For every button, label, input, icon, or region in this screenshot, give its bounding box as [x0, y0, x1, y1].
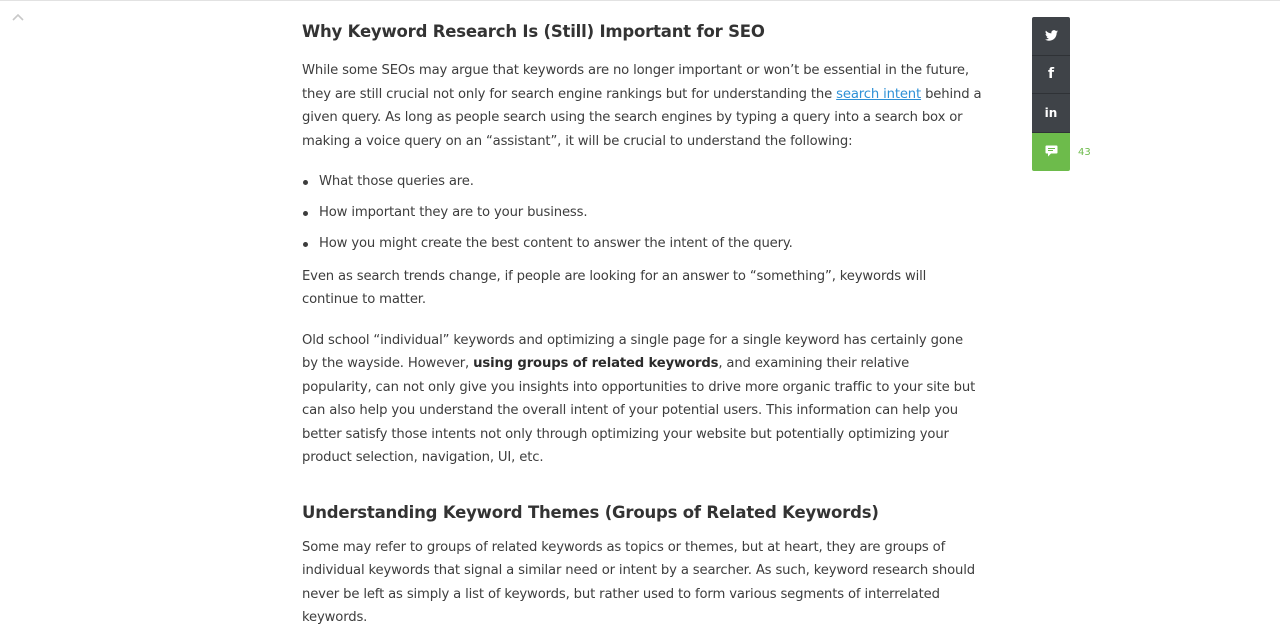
list-item: How you might create the best content to answer the intent of the query. [302, 232, 982, 256]
share-bar [1032, 17, 1070, 171]
related-keywords-emphasis: using groups of related keywords [473, 356, 719, 371]
intro-text-start: While some SEOs may argue that keywords are no longer important or won’t be essential in the future, they are still crucial not only for search engine rankings but for understanding the [302, 63, 969, 102]
linkedin-icon: in [1044, 105, 1058, 120]
old-school-text-end: , and examining their relative popularity, can not only give you insights into opportunities to drive more organic traffic to your site but can also help you understand the overall intent of your potential users. This information can help you better satisfy those intents not only through optimizing your website but potentially optimizing your product selection, navigation, UI, etc. [302, 356, 976, 465]
chevron-up-icon[interactable] [10, 9, 26, 23]
comment-icon [1045, 142, 1058, 161]
search-intent-link[interactable]: search intent [836, 86, 922, 102]
twitter-share-button[interactable] [1032, 17, 1070, 56]
trends-paragraph: Even as search trends change, if people are looking for an answer to “something”, keywords will continue to matter. [302, 268, 927, 307]
themes-paragraph: Some may refer to groups of related keywords as topics or themes, but at heart, they are groups of individual keywords that signal a similar need or intent by a searcher. As such, keyword research should never be left as simply a list of keywords, but rather used to form various segments of interrelated keywords. [302, 539, 975, 625]
list-item: What those queries are. [302, 170, 982, 194]
list-item: How important they are to your business. [302, 201, 982, 225]
old-school-paragraph [302, 329, 982, 470]
article-body [302, 12, 982, 630]
top-divider [0, 0, 1280, 1]
facebook-share-button[interactable] [1032, 56, 1070, 95]
comments-count[interactable]: 43 [1078, 147, 1091, 158]
comments-button[interactable] [1032, 133, 1070, 171]
old-school-text-start: Old school “individual” keywords and optimizing a single page for a single keyword has certainly gone by the wayside. However, [302, 332, 963, 371]
query-list [302, 170, 982, 256]
facebook-icon: f [1047, 66, 1055, 83]
intro-paragraph [302, 59, 982, 153]
intro-text-end: behind a given query. As long as people search using the search engines by typing a query into a search box or making a voice query on an “assistant”, it will be crucial to understand the following: [302, 86, 982, 149]
twitter-icon [1045, 26, 1058, 45]
section-heading-keyword-research: Why Keyword Research Is (Still) Important for SEO [302, 22, 765, 41]
linkedin-share-button[interactable] [1032, 94, 1070, 133]
section-heading-keyword-themes: Understanding Keyword Themes (Groups of Related Keywords) [302, 502, 879, 522]
